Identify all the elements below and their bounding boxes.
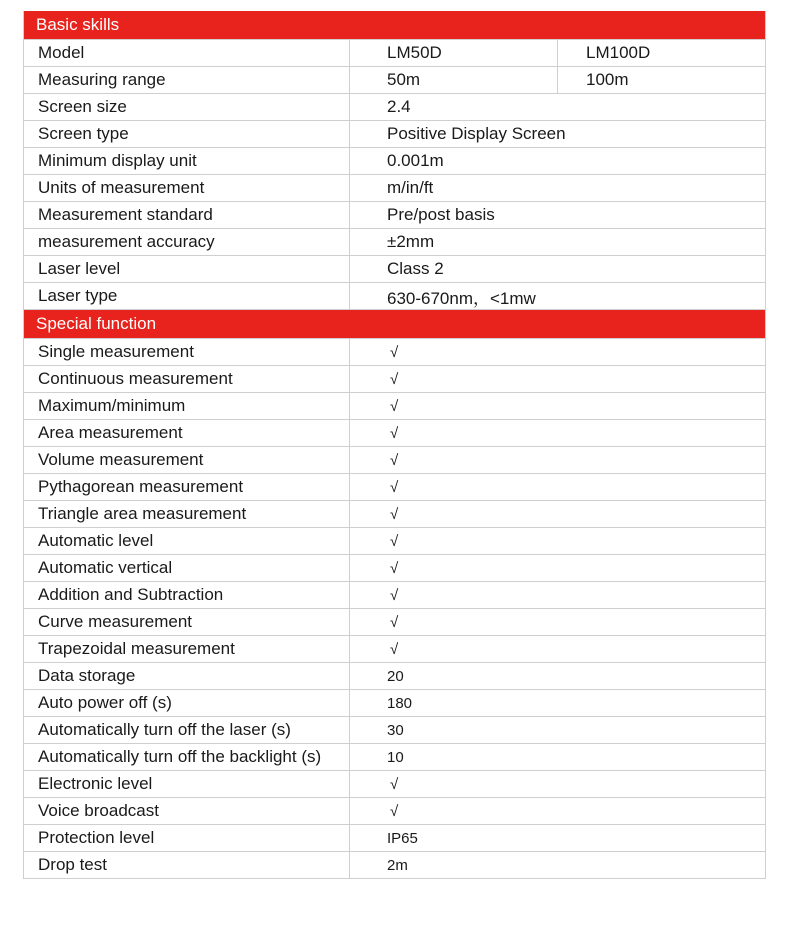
table-row — [24, 283, 766, 310]
row-label: Continuous measurement — [24, 366, 350, 393]
row-label: Automatic level — [24, 528, 350, 555]
row-value: 180 — [350, 690, 766, 717]
row-label: Measuring range — [24, 67, 350, 94]
row-label: Triangle area measurement — [24, 501, 350, 528]
checkmark-icon: √ — [350, 474, 766, 501]
table-row — [24, 555, 766, 582]
row-label: Minimum display unit — [24, 148, 350, 175]
checkmark-icon: √ — [350, 582, 766, 609]
row-label: Auto power off (s) — [24, 690, 350, 717]
checkmark-icon: √ — [350, 771, 766, 798]
section-header-basic-skills: Basic skills — [23, 11, 766, 39]
table-row — [24, 717, 766, 744]
row-value: 30 — [350, 717, 766, 744]
row-value: m/in/ft — [350, 175, 766, 202]
row-label: Area measurement — [24, 420, 350, 447]
table-row — [24, 148, 766, 175]
special-function-table — [23, 338, 766, 879]
row-value: 2.4 — [350, 94, 766, 121]
range-lm100d: 100m — [558, 67, 766, 94]
row-label: Pythagorean measurement — [24, 474, 350, 501]
row-label: Laser level — [24, 256, 350, 283]
table-row — [24, 202, 766, 229]
table-row — [24, 609, 766, 636]
table-row — [24, 582, 766, 609]
row-value: Pre/post basis — [350, 202, 766, 229]
table-row — [24, 852, 766, 879]
table-row — [24, 690, 766, 717]
checkmark-icon: √ — [350, 501, 766, 528]
row-value: 20 — [350, 663, 766, 690]
row-label: Voice broadcast — [24, 798, 350, 825]
row-value: Positive Display Screen — [350, 121, 766, 148]
table-row — [24, 798, 766, 825]
row-label: Automatically turn off the laser (s) — [24, 717, 350, 744]
table-row — [24, 339, 766, 366]
table-row — [24, 447, 766, 474]
basic-skills-table — [23, 39, 766, 310]
checkmark-icon: √ — [350, 366, 766, 393]
row-label: Automatic vertical — [24, 555, 350, 582]
table-row — [24, 175, 766, 202]
table-row — [24, 744, 766, 771]
table-row — [24, 528, 766, 555]
checkmark-icon: √ — [350, 339, 766, 366]
row-label: Maximum/minimum — [24, 393, 350, 420]
checkmark-icon: √ — [350, 447, 766, 474]
row-value: ±2mm — [350, 229, 766, 256]
checkmark-icon: √ — [350, 798, 766, 825]
spec-sheet — [23, 11, 766, 879]
row-value: 10 — [350, 744, 766, 771]
model-lm100d: LM100D — [558, 40, 766, 67]
table-row — [24, 636, 766, 663]
table-row — [24, 663, 766, 690]
row-label: Protection level — [24, 825, 350, 852]
table-row — [24, 256, 766, 283]
checkmark-icon: √ — [350, 420, 766, 447]
row-label: Curve measurement — [24, 609, 350, 636]
row-label: Units of measurement — [24, 175, 350, 202]
model-lm50d: LM50D — [350, 40, 558, 67]
table-row — [24, 67, 766, 94]
row-label: Screen type — [24, 121, 350, 148]
table-row — [24, 121, 766, 148]
row-value: IP65 — [350, 825, 766, 852]
row-value: Class 2 — [350, 256, 766, 283]
row-label: Data storage — [24, 663, 350, 690]
row-label: Measurement standard — [24, 202, 350, 229]
checkmark-icon: √ — [350, 636, 766, 663]
row-label: Automatically turn off the backlight (s) — [24, 744, 350, 771]
row-label: Electronic level — [24, 771, 350, 798]
checkmark-icon: √ — [350, 555, 766, 582]
row-value: 2m — [350, 852, 766, 879]
table-row — [24, 825, 766, 852]
row-label: measurement accuracy — [24, 229, 350, 256]
row-label: Model — [24, 40, 350, 67]
table-row — [24, 501, 766, 528]
range-lm50d: 50m — [350, 67, 558, 94]
checkmark-icon: √ — [350, 528, 766, 555]
table-row — [24, 366, 766, 393]
row-label: Single measurement — [24, 339, 350, 366]
checkmark-icon: √ — [350, 609, 766, 636]
row-label: Volume measurement — [24, 447, 350, 474]
table-row — [24, 420, 766, 447]
table-row — [24, 393, 766, 420]
section-header-special-function: Special function — [23, 310, 766, 338]
row-label: Drop test — [24, 852, 350, 879]
table-row — [24, 771, 766, 798]
row-value: 630-670nm，<1mw — [350, 283, 766, 310]
row-label: Addition and Subtraction — [24, 582, 350, 609]
row-label: Trapezoidal measurement — [24, 636, 350, 663]
table-row — [24, 94, 766, 121]
row-value: 0.001m — [350, 148, 766, 175]
row-label: Screen size — [24, 94, 350, 121]
table-row — [24, 229, 766, 256]
table-row — [24, 40, 766, 67]
checkmark-icon: √ — [350, 393, 766, 420]
table-row — [24, 474, 766, 501]
row-label: Laser type — [24, 283, 350, 310]
